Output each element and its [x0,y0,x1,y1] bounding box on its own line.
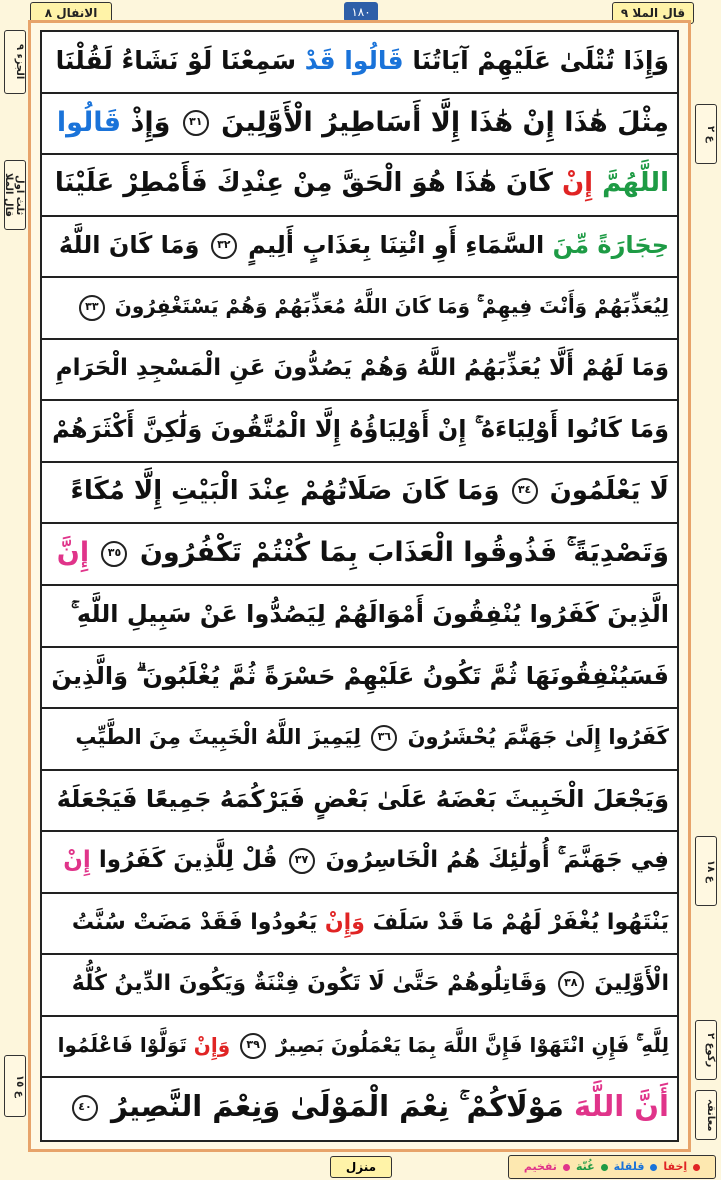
verse-text: الْأَوَّلِينَ [586,971,669,997]
ayah-number-marker: ٣٢ [211,233,237,259]
tajweed-highlight-text: حِجَارَةً مِّنَ [552,230,669,259]
quran-line [42,709,677,771]
verse-text: وَمَا كَانَ صَلَاتُهُمْ عِنْدَ الْبَيْتِ إِلَّا مُكَاءً [70,475,509,506]
verse-text: قُلْ لِلَّذِينَ كَفَرُوا [90,847,286,874]
ruku-side-tag-3: رکوع ٢ [695,1020,717,1080]
verse-text: وَقَاتِلُوهُمْ حَتَّىٰ لَا تَكُونَ فِتْنَةٌ وَيَكُونَ الدِّينُ كُلُّهُ [71,971,555,997]
verse-text: كَفَرُوا إِلَىٰ جَهَنَّمَ يُحْشَرُونَ [400,725,669,750]
verse-text: كَانَ هَٰذَا هُوَ الْحَقَّ مِنْ عِنْدِكَ فَأَمْطِرْ عَلَيْنَا [54,168,562,199]
ruku-side-tag-2: ع ١٨ [695,836,717,906]
page-number-tag: ١٨٠ [344,2,378,22]
verse-text: لِلَّهِ ۚ فَإِنِ انْتَهَوْا فَإِنَّ اللَّهَ بِمَا يَعْمَلُونَ بَصِيرٌ [269,1032,669,1057]
verse-text: مَوْلَاكُمْ ۚ نِعْمَ الْمَوْلَىٰ وَنِعْمَ النَّصِيرُ [100,1089,564,1124]
quran-line [42,94,677,156]
verse-text: لِيَمِيزَ اللَّهُ الْخَبِيثَ مِنَ الطَّيِّبِ [75,725,369,750]
ayah-number-marker: ٣٤ [512,478,538,504]
tajweed-highlight-text: قَالُوا [56,106,122,138]
quran-line [42,894,677,956]
tajweed-highlight-text: وَإِنْ [193,1032,238,1057]
ayah-number-marker: ٣٩ [240,1033,266,1059]
quran-line [42,955,677,1017]
verse-text: يَنْتَهُوا يُغْفَرْ لَهُمْ مَا قَدْ سَلَفَ [364,909,669,935]
verse-text: فِي جَهَنَّمَ ۚ أُولَٰئِكَ هُمُ الْخَاسِرُونَ [317,847,669,874]
legend-label: غُنّة [575,1160,595,1173]
verse-text: وَإِذَا تُتْلَىٰ عَلَيْهِمْ آيَاتُنَا [403,46,669,75]
quran-line [42,217,677,279]
verse-text: مِثْلَ هَٰذَا إِنْ هَٰذَا إِلَّا أَسَاطِيرُ الْأَوَّلِينَ [211,106,669,138]
ayah-number-marker: ٣٣ [79,295,105,321]
quran-line [42,155,677,217]
verse-text: فَسَيُنْفِقُونَهَا ثُمَّ تَكُونُ عَلَيْهِمْ حَسْرَةً ثُمَّ يُغْلَبُونَ ۗ وَالَّذِينَ [51,661,669,690]
quran-line [42,32,677,94]
ayah-number-marker: ٤٠ [72,1095,98,1121]
manzil-tag: منزل [330,1156,392,1178]
tajweed-highlight-text: قَالُوا قَدْ [304,46,404,75]
quran-text-lines [42,32,677,1140]
juz-side-tag: الجزء ٩ [4,30,26,94]
quran-line [42,832,677,894]
surah-name-tag: الانفال ٨ [30,2,112,24]
verse-text: وَإِذْ [121,106,180,138]
quran-line [42,1078,677,1140]
verse-text: وَتَصْدِيَةً ۚ فَذُوقُوا الْعَذَابَ بِمَا كُنْتُمْ تَكْفُرُونَ [130,537,669,569]
ruku-side-tag-1: ع ٢ [695,104,717,164]
verse-text: سَمِعْنَا لَوْ نَشَاءُ لَقُلْنَا [55,46,305,75]
ayah-number-marker: ٣١ [183,110,209,136]
juz-name-tag: قال الملا ٩ [612,2,694,24]
verse-text: السَّمَاءِ أَوِ ائْتِنَا بِعَذَابٍ أَلِيمٍ [239,230,553,259]
ayah-number-marker: ٣٨ [558,971,584,997]
quran-line [42,524,677,586]
verse-text: لَا يَعْلَمُونَ [540,475,669,506]
quran-line [42,463,677,525]
legend-color-dot [601,1164,608,1171]
legend-color-dot [693,1164,700,1171]
verse-text: وَمَا كَانَ اللَّهُ [58,230,208,259]
tajweed-highlight-text: إِنَّ [56,537,99,569]
legend-color-dot [650,1164,657,1171]
legend-label: تفخیم [523,1160,557,1173]
muanaqah-side-tag: معانقہ [695,1090,717,1140]
legend-color-dot [563,1164,570,1171]
tajweed-highlight-text: وَإِنْ [324,909,365,935]
quran-line [42,1017,677,1079]
legend-label: اِخفا [663,1160,688,1173]
ayah-number-marker: ٣٥ [101,541,127,567]
verse-text: وَمَا لَهُمْ أَلَّا يُعَذِّبَهُمُ اللَّهُ وَهُمْ يَصُدُّونَ عَنِ الْمَسْجِدِ الْحَرَامِ [55,354,669,381]
quran-line [42,340,677,402]
tajweed-highlight-text: إِنْ [561,168,594,199]
quran-line [42,648,677,710]
ayah-number-marker: ٣٧ [289,848,315,874]
verse-text: وَيَجْعَلَ الْخَبِيثَ بَعْضَهُ عَلَىٰ بَعْضٍ فَيَرْكُمَهُ جَمِيعًا فَيَجْعَلَهُ [56,784,669,813]
verse-text: وَمَا كَانُوا أَوْلِيَاءَهُ ۚ إِنْ أَوْلِيَاؤُهُ إِلَّا الْمُتَّقُونَ وَلَٰكِنَّ أَكْثَرَهُمْ [52,415,669,444]
ayah-number-marker: ٣٦ [371,725,397,751]
quran-line [42,771,677,833]
quran-line [42,401,677,463]
verse-text: الَّذِينَ كَفَرُوا يُنْفِقُونَ أَمْوَالَهُمْ لِيَصُدُّوا عَنْ سَبِيلِ اللَّهِ ۚ [70,600,669,628]
tajweed-highlight-text: إِنْ [63,847,91,874]
hizb-side-tag: ثلث اول قال الملا [4,160,26,230]
tajweed-legend [508,1155,716,1179]
legend-label: قلقلة [613,1160,645,1173]
ruku-side-tag-left: ع ١٥ [4,1055,26,1117]
quran-line [42,586,677,648]
verse-text: يَعُودُوا فَقَدْ مَضَتْ سُنَّتُ [71,909,325,935]
verse-text: لِيُعَذِّبَهُمْ وَأَنْتَ فِيهِمْ ۚ وَمَا كَانَ اللَّهُ مُعَذِّبَهُمْ وَهُمْ يَسْتَغْفِرُونَ [107,294,669,319]
tajweed-highlight-text: أَنَّ اللَّهَ [563,1089,669,1124]
quran-line [42,278,677,340]
tajweed-highlight-text: اللَّهُمَّ [593,168,669,199]
verse-text: تَوَلَّوْا فَاعْلَمُوا [57,1032,194,1057]
